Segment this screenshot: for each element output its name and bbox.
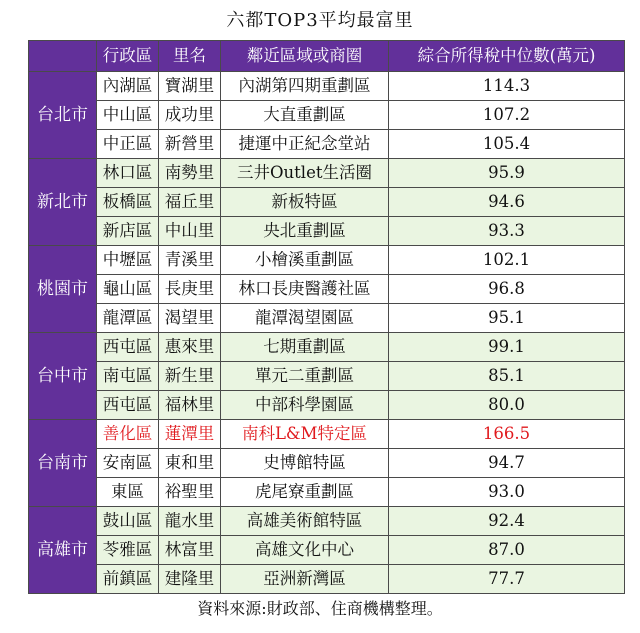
median-cell: 107.2 bbox=[389, 101, 625, 130]
table-row bbox=[29, 101, 625, 130]
area-cell: 虎尾寮重劃區 bbox=[221, 478, 389, 507]
city-cell: 新北市 bbox=[29, 159, 97, 246]
district-cell: 安南區 bbox=[97, 449, 159, 478]
village-cell: 新營里 bbox=[159, 130, 221, 159]
header-village: 里名 bbox=[159, 41, 221, 72]
table-title: 六都TOP3平均最富里 bbox=[226, 10, 414, 31]
median-cell: 95.1 bbox=[389, 304, 625, 333]
village-cell: 林富里 bbox=[159, 536, 221, 565]
district-cell: 龜山區 bbox=[97, 275, 159, 304]
village-cell: 渴望里 bbox=[159, 304, 221, 333]
header-district: 行政區 bbox=[97, 41, 159, 72]
table-row bbox=[29, 391, 625, 420]
median-cell: 93.3 bbox=[389, 217, 625, 246]
area-cell: 三井Outlet生活圈 bbox=[221, 159, 389, 188]
table-row bbox=[29, 507, 625, 536]
city-cell: 台南市 bbox=[29, 420, 97, 507]
district-cell: 前鎮區 bbox=[97, 565, 159, 594]
area-cell: 捷運中正紀念堂站 bbox=[221, 130, 389, 159]
district-cell: 東區 bbox=[97, 478, 159, 507]
median-cell: 105.4 bbox=[389, 130, 625, 159]
district-cell: 善化區 bbox=[97, 420, 159, 449]
district-cell: 新店區 bbox=[97, 217, 159, 246]
village-cell: 蓮潭里 bbox=[159, 420, 221, 449]
village-cell: 福丘里 bbox=[159, 188, 221, 217]
area-cell: 新板特區 bbox=[221, 188, 389, 217]
table-row bbox=[29, 72, 625, 101]
header-row bbox=[29, 41, 625, 72]
village-cell: 新生里 bbox=[159, 362, 221, 391]
city-cell: 台中市 bbox=[29, 333, 97, 420]
district-cell: 苓雅區 bbox=[97, 536, 159, 565]
median-cell: 99.1 bbox=[389, 333, 625, 362]
village-cell: 青溪里 bbox=[159, 246, 221, 275]
area-cell: 七期重劃區 bbox=[221, 333, 389, 362]
village-cell: 惠來里 bbox=[159, 333, 221, 362]
table-row bbox=[29, 362, 625, 391]
village-cell: 裕聖里 bbox=[159, 478, 221, 507]
table-row bbox=[29, 188, 625, 217]
district-cell: 中正區 bbox=[97, 130, 159, 159]
table-row bbox=[29, 449, 625, 478]
median-cell: 94.6 bbox=[389, 188, 625, 217]
table-row bbox=[29, 130, 625, 159]
median-cell: 94.7 bbox=[389, 449, 625, 478]
district-cell: 中山區 bbox=[97, 101, 159, 130]
district-cell: 西屯區 bbox=[97, 333, 159, 362]
median-cell: 77.7 bbox=[389, 565, 625, 594]
header-area: 鄰近區域或商圈 bbox=[221, 41, 389, 72]
table-row bbox=[29, 565, 625, 594]
area-cell: 亞洲新灣區 bbox=[221, 565, 389, 594]
table-row bbox=[29, 478, 625, 507]
area-cell: 南科L&M特定區 bbox=[221, 420, 389, 449]
city-cell: 台北市 bbox=[29, 72, 97, 159]
village-cell: 南勢里 bbox=[159, 159, 221, 188]
city-cell: 桃園市 bbox=[29, 246, 97, 333]
table-row bbox=[29, 217, 625, 246]
median-cell: 87.0 bbox=[389, 536, 625, 565]
median-cell: 80.0 bbox=[389, 391, 625, 420]
city-cell: 高雄市 bbox=[29, 507, 97, 594]
table-row bbox=[29, 246, 625, 275]
area-cell: 史博館特區 bbox=[221, 449, 389, 478]
header-median: 綜合所得稅中位數(萬元) bbox=[389, 41, 625, 72]
table-row bbox=[29, 536, 625, 565]
median-cell: 102.1 bbox=[389, 246, 625, 275]
village-cell: 東和里 bbox=[159, 449, 221, 478]
district-cell: 鼓山區 bbox=[97, 507, 159, 536]
district-cell: 西屯區 bbox=[97, 391, 159, 420]
median-cell: 85.1 bbox=[389, 362, 625, 391]
table-row bbox=[29, 333, 625, 362]
district-cell: 板橋區 bbox=[97, 188, 159, 217]
median-cell: 166.5 bbox=[389, 420, 625, 449]
median-cell: 95.9 bbox=[389, 159, 625, 188]
area-cell: 大直重劃區 bbox=[221, 101, 389, 130]
village-cell: 中山里 bbox=[159, 217, 221, 246]
median-cell: 114.3 bbox=[389, 72, 625, 101]
district-cell: 內湖區 bbox=[97, 72, 159, 101]
village-cell: 長庚里 bbox=[159, 275, 221, 304]
table-body bbox=[29, 72, 625, 594]
area-cell: 林口長庚醫護社區 bbox=[221, 275, 389, 304]
area-cell: 內湖第四期重劃區 bbox=[221, 72, 389, 101]
median-cell: 96.8 bbox=[389, 275, 625, 304]
village-cell: 建隆里 bbox=[159, 565, 221, 594]
village-cell: 寶湖里 bbox=[159, 72, 221, 101]
district-cell: 龍潭區 bbox=[97, 304, 159, 333]
header-corner bbox=[29, 41, 97, 72]
area-cell: 高雄美術館特區 bbox=[221, 507, 389, 536]
table-row bbox=[29, 159, 625, 188]
data-table bbox=[28, 40, 625, 594]
table-row bbox=[29, 304, 625, 333]
district-cell: 中壢區 bbox=[97, 246, 159, 275]
table-row bbox=[29, 275, 625, 304]
area-cell: 中部科學園區 bbox=[221, 391, 389, 420]
area-cell: 龍潭渴望園區 bbox=[221, 304, 389, 333]
area-cell: 單元二重劃區 bbox=[221, 362, 389, 391]
table-row bbox=[29, 420, 625, 449]
median-cell: 93.0 bbox=[389, 478, 625, 507]
village-cell: 龍水里 bbox=[159, 507, 221, 536]
village-cell: 福林里 bbox=[159, 391, 221, 420]
source-note: 資料來源:財政部、住商機構整理。 bbox=[197, 599, 443, 618]
district-cell: 南屯區 bbox=[97, 362, 159, 391]
area-cell: 高雄文化中心 bbox=[221, 536, 389, 565]
area-cell: 小檜溪重劃區 bbox=[221, 246, 389, 275]
median-cell: 92.4 bbox=[389, 507, 625, 536]
area-cell: 央北重劃區 bbox=[221, 217, 389, 246]
village-cell: 成功里 bbox=[159, 101, 221, 130]
district-cell: 林口區 bbox=[97, 159, 159, 188]
